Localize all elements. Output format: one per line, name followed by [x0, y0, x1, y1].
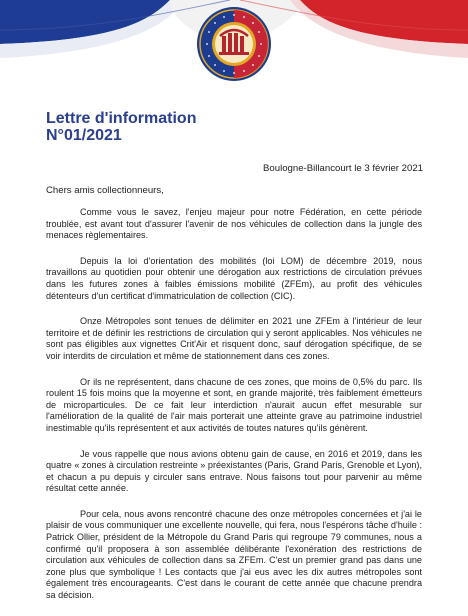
paragraph: Je vous rappelle que nous avions obtenu gain de cause, en 2016 et 2019, dans les quatre « zones à circulation restreinte » préexistantes (Paris, Grand Paris, Grenoble et Lyon), et chacun a pu depuis y circuler sans entrave. Nous faisons tout pour parvenir au même résultat cette année.	[46, 448, 422, 494]
place-and-date: Boulogne-Billancourt le 3 février 2021	[263, 163, 423, 174]
ffve-logo	[196, 6, 272, 82]
salutation: Chers amis collectionneurs,	[46, 185, 164, 196]
newsletter-number: N°01/2021	[46, 127, 122, 144]
paragraph: Depuis la loi d'orientation des mobilités (loi LOM) de décembre 2019, nous travaillons au quotidien pour obtenir une dérogation aux restrictions de circulation prévues dans les futures zones à faibles émissions mobilité (ZFEm), au profit des véhicules détenteurs d'un certificat d'immatriculation de collection (CIC).	[46, 255, 422, 301]
paragraph: Pour cela, nous avons rencontré chacune des onze métropoles concernées et j'ai le plaisir de vous communiquer une excellente nouvelle, qui fera, nous l'espérons tâche d'huile : Patrick Ollier, président de la Métropole du Grand Paris qui regroupe 79 communes, nous a confirmé qu'il proposera à son assemblée délibérante l'exonération des restrictions de circulation aux véhicules de collection dans sa ZFEm. C'est un premier grand pas dans une zone plus que symbolique ! Les contacts que j'ai eus avec les dix autres métropoles sont également très encourageants. C'est dans le courant de cette année que chacune prendra sa décision.	[46, 508, 422, 601]
newsletter-heading	[46, 110, 196, 144]
paragraph: Onze Métropoles sont tenues de délimiter en 2021 une ZFEm à l'intérieur de leur territoire et de définir les restrictions de circulation qui y seront applicables. Nos véhicules ne sont pas éligibles aux vignettes Crit'Air et risquent donc, sauf dérogation spécifique, de se voir interdits de circulation et même de stationnement dans ces zones.	[46, 316, 422, 361]
paragraph: Or ils ne représentent, dans chacune de ces zones, que moins de 0,5% du parc. Ils roulent 15 fois moins que la moyenne et sont, en grande majorité, très faiblement émetteurs de microparticules. De ce fait leur interdiction n'aurait aucun effet mesurable sur l'amélioration de la qualité de l'air mais porterait une atteinte grave au patrimoine industriel inestimable qu'ils représentent et aux activités de toutes natures qu'ils génèrent.	[46, 376, 422, 433]
paragraph: Comme vous le savez, l'enjeu majeur pour notre Fédération, en cette période troublée, est avant tout d'assurer l'avenir de nos véhicules de collection dans la jungle des menaces règlementaires.	[46, 207, 422, 241]
letter-body	[46, 207, 422, 616]
newsletter-title: Lettre d'information	[46, 110, 197, 127]
